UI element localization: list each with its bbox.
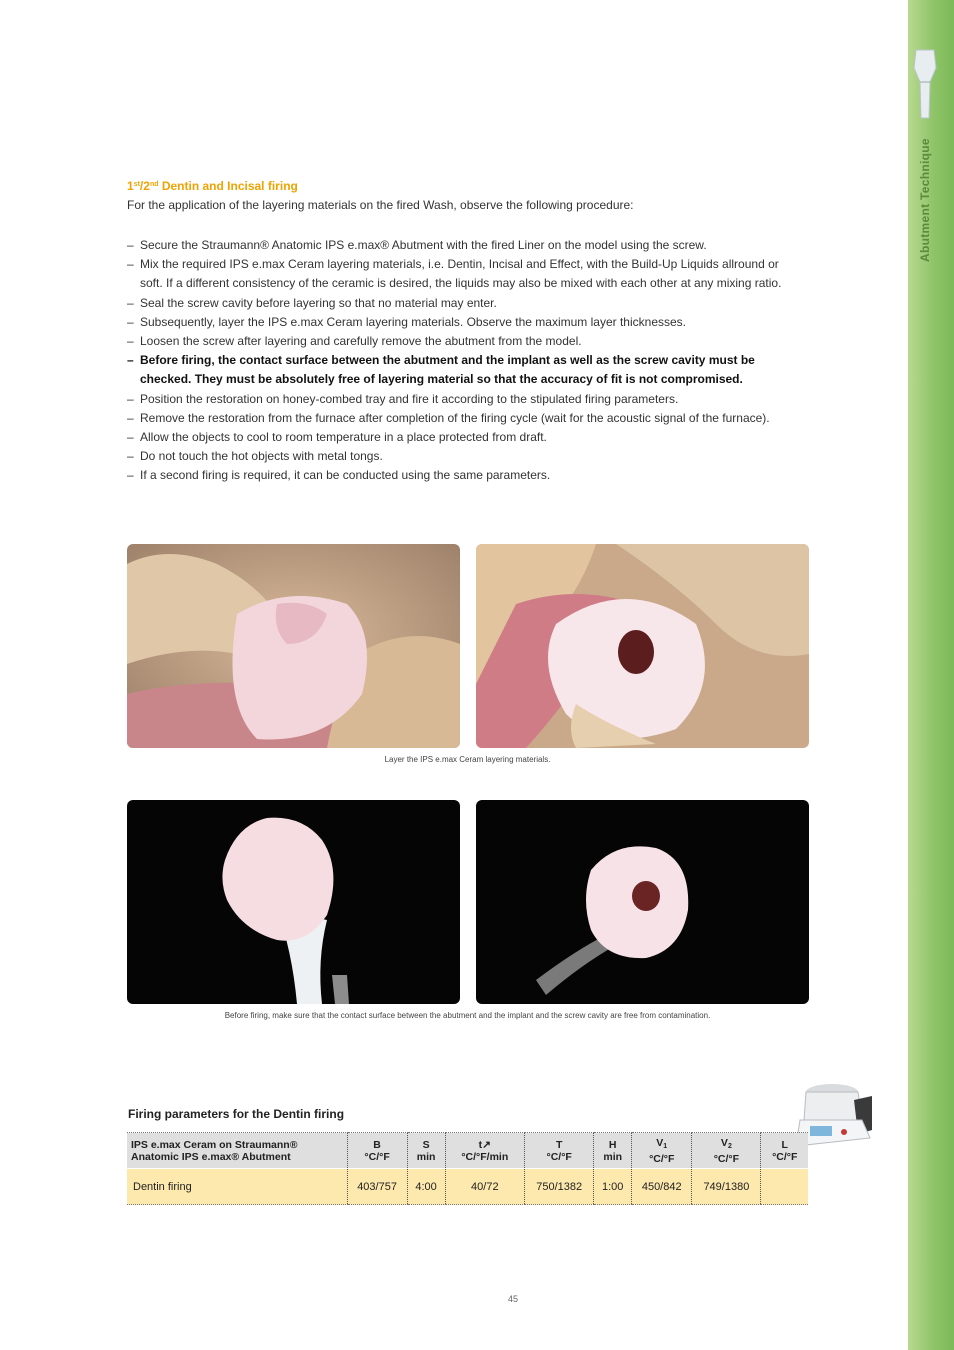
photo-abutment-occlusal	[476, 800, 809, 1004]
photo-abutment-side	[127, 800, 460, 1004]
photo-caption-top: Layer the IPS e.max Ceram layering materials.	[384, 755, 551, 764]
list-item: – If a second firing is required, it can be conducted using the same parameters.	[127, 466, 797, 485]
header-h: H min	[594, 1133, 632, 1169]
row-label: Dentin firing	[127, 1169, 347, 1205]
table-row	[127, 1169, 808, 1205]
photo-layering-side	[127, 544, 460, 748]
cell-v1: 450/842	[632, 1169, 692, 1205]
cell-l	[761, 1169, 808, 1205]
header-rate: t↗ °C/°F/min	[445, 1133, 525, 1169]
header-l: L °C/°F	[761, 1133, 808, 1169]
cell-h: 1:00	[594, 1169, 632, 1205]
abutment-icon	[912, 48, 938, 120]
section-heading: 1st/2nd Dentin and Incisal firing	[127, 179, 298, 193]
header-v2: $V_2$ °C/°F	[692, 1133, 761, 1169]
list-item: – Seal the screw cavity before layering so that no material may enter.	[127, 294, 797, 313]
header-v1: $V_1$ °C/°F	[632, 1133, 692, 1169]
list-item: – Remove the restoration from the furnace after completion of the firing cycle (wait for the acoustic signal of the furnace).	[127, 409, 797, 428]
header-s: S min	[407, 1133, 445, 1169]
list-item: – Loosen the screw after layering and carefully remove the abutment from the model.	[127, 332, 797, 351]
photo-layering-occlusal	[476, 544, 809, 748]
header-material: IPS e.max Ceram on Straumann® Anatomic IPS e.max® Abutment	[127, 1133, 347, 1169]
list-item: – Allow the objects to cool to room temperature in a place protected from draft.	[127, 428, 797, 447]
cell-s: 4:00	[407, 1169, 445, 1205]
procedure-list	[127, 236, 797, 486]
table-header-row	[127, 1133, 808, 1169]
section-label: Abutment Technique	[918, 138, 932, 262]
list-item: – Position the restoration on honey-combed tray and fire it according to the stipulated firing parameters.	[127, 390, 797, 409]
cell-b: 403/757	[347, 1169, 407, 1205]
cell-v2: 749/1380	[692, 1169, 761, 1205]
list-item: – Secure the Straumann® Anatomic IPS e.max® Abutment with the fired Liner on the model using the screw.	[127, 236, 797, 255]
photo-caption-bottom: Before firing, make sure that the contact surface between the abutment and the implant and the screw cavity are free from contamination.	[224, 1011, 711, 1020]
page-number: 45	[508, 1294, 519, 1304]
firing-parameters-table	[127, 1132, 808, 1205]
list-item-warning: – Before firing, the contact surface between the abutment and the implant as well as the screw cavity must be checked. They must be absolutely free of layering material so that the accuracy of fit is not compromised.	[127, 351, 797, 389]
intro-text: For the application of the layering materials on the fired Wash, observe the following procedure:	[127, 198, 634, 212]
header-b: B °C/°F	[347, 1133, 407, 1169]
header-t: T °C/°F	[525, 1133, 594, 1169]
cell-rate: 40/72	[445, 1169, 525, 1205]
list-item: – Mix the required IPS e.max Ceram layering materials, i.e. Dentin, Incisal and Effect, with the Build-Up Liquids allround or soft. If a different consistency of the ceramic is desired, the liquids may also be mixed with each other at any mixing ratio.	[127, 255, 797, 293]
list-item: – Subsequently, layer the IPS e.max Ceram layering materials. Observe the maximum layer thicknesses.	[127, 313, 797, 332]
cell-t: 750/1382	[525, 1169, 594, 1205]
table-title: Firing parameters for the Dentin firing	[128, 1107, 345, 1121]
list-item: – Do not touch the hot objects with metal tongs.	[127, 447, 797, 466]
